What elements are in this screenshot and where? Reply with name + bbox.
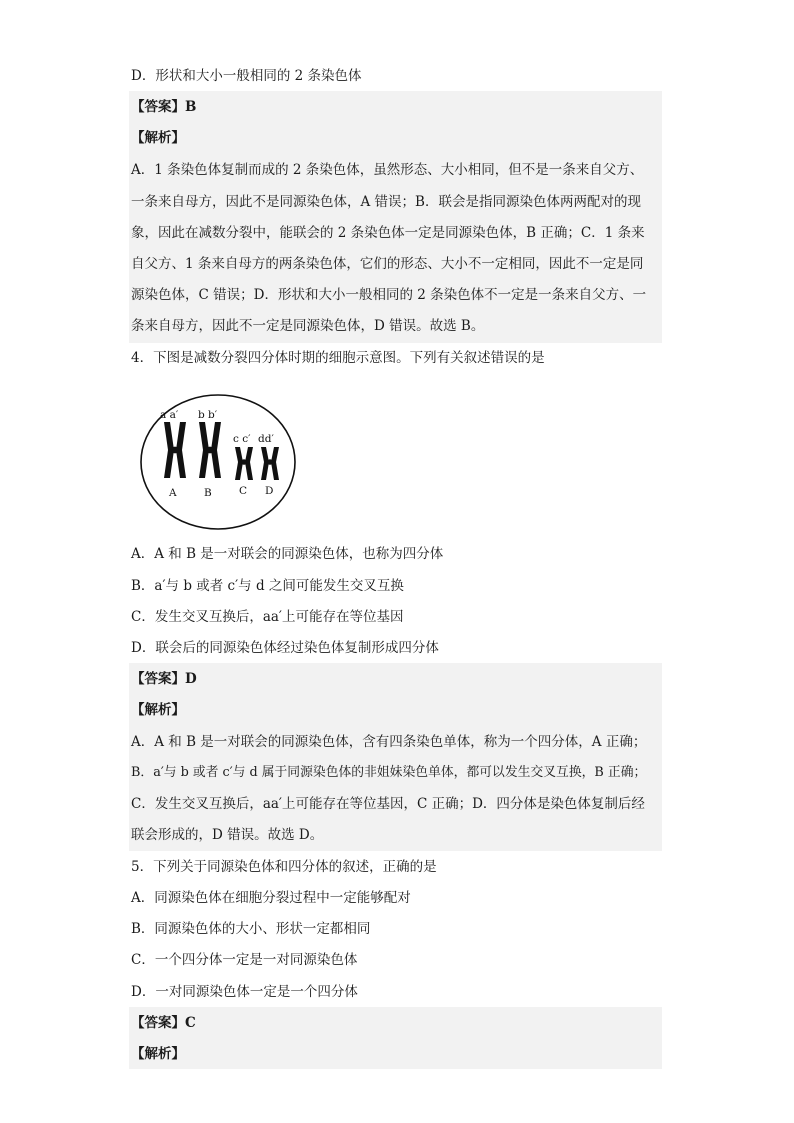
q3-analysis-line: 条来自母方，因此不一定是同源染色体，D 错误。故选 B。 (131, 318, 485, 334)
q5-analysis-heading: 【解析】 (131, 1046, 185, 1062)
q5-stem: 5．下列关于同源染色体和四分体的叙述，正确的是 (131, 859, 437, 875)
chromosome-b (199, 422, 221, 478)
q5-answer: 【答案】C (131, 1015, 196, 1031)
chromosome-d (261, 447, 279, 480)
q5-option-c: C．一个四分体一定是一对同源染色体 (131, 952, 358, 968)
label-D: D (265, 485, 274, 497)
q4-option-b: B．a′与 b 或者 c′与 d 之间可能发生交叉互换 (131, 578, 404, 594)
q4-stem: 4．下图是减数分裂四分体时期的细胞示意图。下列有关叙述错误的是 (131, 350, 545, 366)
q3-analysis-line: A．1 条染色体复制而成的 2 条染色体，虽然形态、大小相同，但不是一条来自父方、 (131, 162, 644, 178)
label-C: C (239, 485, 248, 497)
q3-analysis-heading: 【解析】 (131, 130, 185, 146)
q4-answer: 【答案】D (131, 671, 197, 687)
label-B: B (204, 487, 212, 499)
q4-option-a: A．A 和 B 是一对联会的同源染色体，也称为四分体 (131, 546, 444, 562)
q3-analysis-line: 一条来自母方，因此不是同源染色体，A 错误；B．联会是指同源染色体两两配对的现 (131, 194, 641, 210)
label-aa: a a′ (160, 409, 179, 421)
q5-option-d: D．一对同源染色体一定是一个四分体 (131, 984, 358, 1000)
q4-analysis-line: A．A 和 B 是一对联会的同源染色体，含有四条染色单体，称为一个四分体，A 正确； (131, 734, 647, 750)
q4-analysis-line: C．发生交叉互换后，aa′上可能存在等位基因，C 正确；D．四分体是染色体复制后经 (131, 796, 645, 812)
q4-option-d: D．联会后的同源染色体经过染色体复制形成四分体 (131, 640, 439, 656)
q5-answer-block (129, 1007, 662, 1069)
q3-answer: 【答案】B (131, 99, 197, 115)
q5-option-b: B．同源染色体的大小、形状一定都相同 (131, 921, 371, 937)
q4-option-c: C．发生交叉互换后，aa′上可能存在等位基因 (131, 609, 404, 625)
q5-option-a: A．同源染色体在细胞分裂过程中一定能够配对 (131, 890, 411, 906)
q4-answer-block (129, 663, 662, 851)
q3-answer-block (129, 91, 662, 343)
q3-analysis-line: 源染色体，C 错误；D．形状和大小一般相同的 2 条染色体不一定是一条来自父方、一 (131, 287, 647, 303)
label-A: A (169, 487, 177, 499)
label-cc: c c′ (233, 433, 251, 445)
q4-analysis-line: B．a′与 b 或者 c′与 d 属于同源染色体的非姐妹染色单体，都可以发生交叉互换，B 正确； (131, 765, 647, 780)
chromosome-c (235, 447, 253, 480)
q3-analysis-line: 自父方、1 条来自母方的两条染色体，它们的形态、大小不一定相同，因此不一定是同 (131, 256, 644, 272)
label-bb: b b′ (198, 409, 218, 421)
label-dd: dd′ (258, 433, 274, 445)
q3-option-d: D．形状和大小一般相同的 2 条染色体 (131, 68, 362, 84)
q4-analysis-line: 联会形成的，D 错误。故选 D。 (131, 827, 324, 843)
q3-analysis-line: 象，因此在减数分裂中，能联会的 2 条染色体一定是同源染色体，B 正确；C．1 条来 (131, 225, 645, 241)
tetrad-cell-figure (138, 392, 298, 532)
chromosome-a (164, 422, 186, 478)
q4-analysis-heading: 【解析】 (131, 702, 185, 718)
